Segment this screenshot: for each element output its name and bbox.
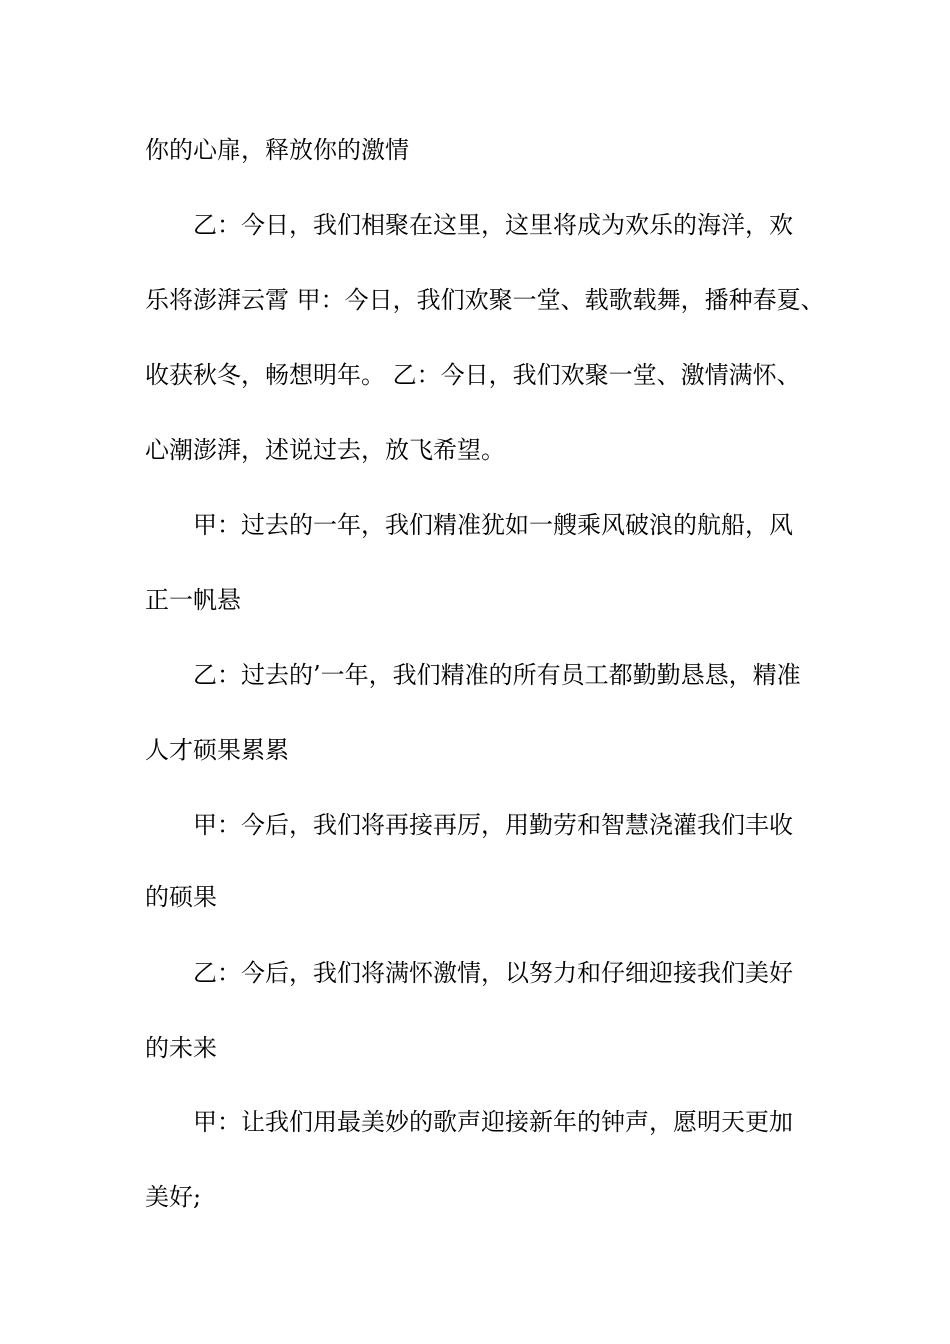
text-line-3: 乐将澎湃云霄 甲：今日，我们欢聚一堂、载歌载舞，播种春夏、 bbox=[145, 286, 825, 314]
text-line-15: 美好; bbox=[145, 1183, 202, 1211]
text-line-4: 收获秋冬，畅想明年。 乙：今日，我们欢聚一堂、激情满怀、 bbox=[145, 361, 801, 389]
text-line-7: 正一帆悬 bbox=[145, 586, 241, 614]
text-line-2: 乙：今日，我们相聚在这里，这里将成为欢乐的海洋，欢 bbox=[193, 211, 793, 239]
text-line-1: 你的心扉，释放你的激情 bbox=[145, 136, 409, 164]
text-line-13: 的未来 bbox=[145, 1034, 217, 1062]
text-line-14: 甲：让我们用最美妙的歌声迎接新年的钟声，愿明天更加 bbox=[193, 1108, 793, 1136]
text-line-11: 的硕果 bbox=[145, 883, 217, 911]
text-line-10: 甲：今后，我们将再接再厉，用勤劳和智慧浇灌我们丰收 bbox=[193, 811, 793, 839]
text-line-8: 乙：过去的’一年，我们精准的所有员工都勤勤恳恳，精准 bbox=[193, 661, 801, 689]
text-line-6: 甲：过去的一年，我们精准犹如一艘乘风破浪的航船，风 bbox=[193, 511, 793, 539]
text-line-5: 心潮澎湃，述说过去，放飞希望。 bbox=[145, 436, 505, 464]
text-line-12: 乙：今后，我们将满怀激情，以努力和仔细迎接我们美好 bbox=[193, 959, 793, 987]
text-line-9: 人才硕果累累 bbox=[145, 736, 289, 764]
